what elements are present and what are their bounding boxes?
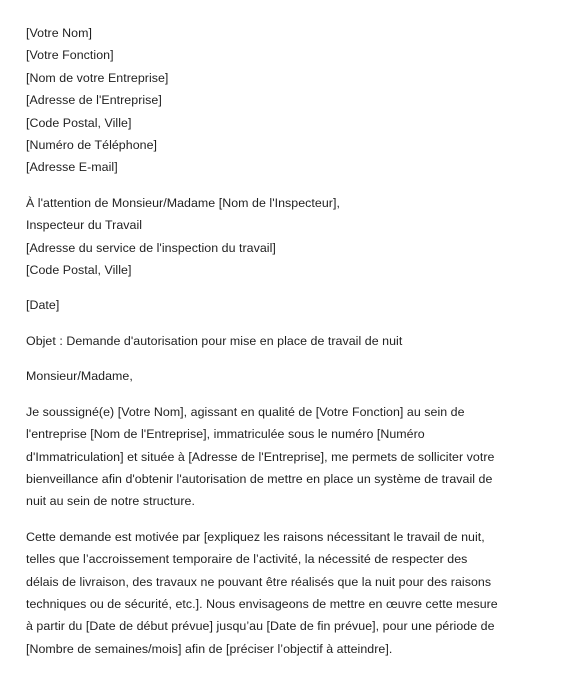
- object-line: [26, 330, 566, 352]
- sender-postal-city: [Code Postal, Ville]: [26, 115, 132, 130]
- paragraph-2-line: à partir du [Date de début prévue] jusqu’au [Date de fin prévue], pour une période de: [26, 619, 495, 634]
- letter-date: [Date]: [26, 298, 60, 313]
- paragraph-2-line: telles que l’accroissement temporaire de l’activité, la nécessité de respecter des: [26, 552, 468, 567]
- paragraph-2-line: Cette demande est motivée par [expliquez les raisons nécessitant le travail de nuit,: [26, 529, 485, 544]
- paragraph-1-line: bienveillance afin d'obtenir l'autorisation de mettre en place un système de travail de: [26, 471, 493, 486]
- sender-block: [26, 22, 566, 179]
- sender-email: [Adresse E-mail]: [26, 160, 118, 175]
- recipient-attention: À l'attention de Monsieur/Madame [Nom de l'Inspecteur],: [26, 195, 340, 210]
- sender-function: [Votre Fonction]: [26, 48, 114, 63]
- salutation-line: [26, 365, 566, 387]
- recipient-address: [Adresse du service de l'inspection du travail]: [26, 240, 276, 255]
- paragraph-1-line: d'Immatriculation] et située à [Adresse de l'Entreprise], me permets de solliciter votre: [26, 449, 495, 464]
- paragraph-2-line: délais de livraison, des travaux ne pouvant être réalisés que la nuit pour des raisons: [26, 574, 492, 589]
- sender-company: [Nom de votre Entreprise]: [26, 70, 169, 85]
- recipient-postal-city: [Code Postal, Ville]: [26, 263, 132, 278]
- paragraph-1-line: nuit au sein de notre structure.: [26, 494, 195, 509]
- paragraph-2-line: [Nombre de semaines/mois] afin de [préciser l’objectif à atteindre].: [26, 641, 393, 656]
- paragraph-2: [26, 526, 566, 660]
- paragraph-2-line: techniques ou de sécurité, etc.]. Nous envisageons de mettre en œuvre cette mesure: [26, 596, 498, 611]
- letter-object: Objet : Demande d'autorisation pour mise en place de travail de nuit: [26, 333, 403, 348]
- paragraph-1-line: Je soussigné(e) [Votre Nom], agissant en qualité de [Votre Fonction] au sein de: [26, 404, 465, 419]
- letter-document: [26, 22, 566, 660]
- letter-salutation: Monsieur/Madame,: [26, 369, 133, 384]
- paragraph-1-line: l'entreprise [Nom de l'Entreprise], immatriculée sous le numéro [Numéro: [26, 427, 425, 442]
- sender-name: [Votre Nom]: [26, 26, 92, 40]
- paragraph-1: [26, 401, 566, 513]
- recipient-block: [26, 192, 566, 282]
- sender-address: [Adresse de l'Entreprise]: [26, 93, 162, 108]
- sender-phone: [Numéro de Téléphone]: [26, 138, 158, 153]
- date-line: [26, 294, 566, 316]
- recipient-title: Inspecteur du Travail: [26, 218, 143, 233]
